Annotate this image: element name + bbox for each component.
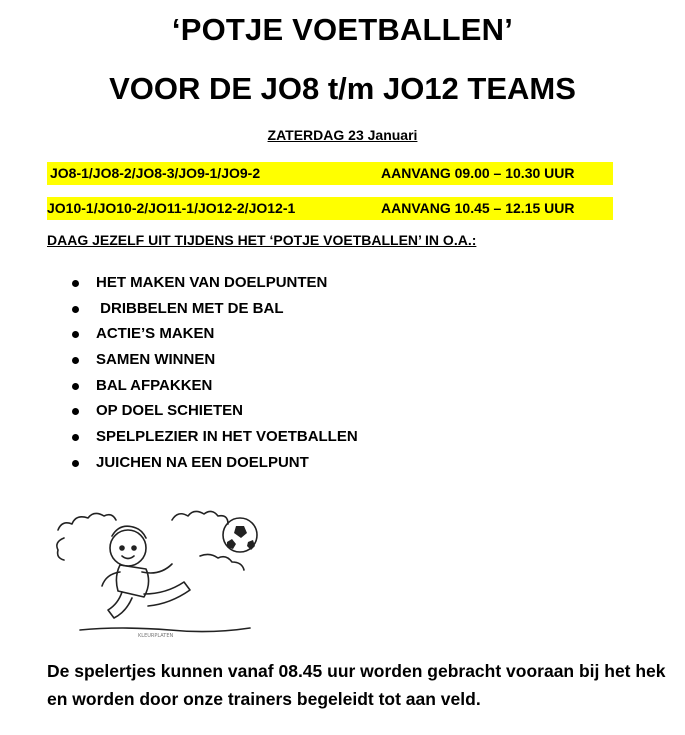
schedule-row-1-time: AANVANG 09.00 – 10.30 UUR	[381, 165, 575, 181]
activity-list	[72, 270, 358, 476]
intro-heading: DAAG JEZELF UIT TIJDENS HET ‘POTJE VOETBALLEN’ IN O.A.:	[47, 232, 477, 248]
bullet-icon	[72, 280, 79, 287]
ball-patches	[227, 526, 255, 550]
cloud-mid-shape	[200, 554, 244, 570]
list-item-label: JUICHEN NA EEN DOELPUNT	[96, 453, 309, 471]
list-item-label: DRIBBELEN MET DE BAL	[96, 299, 284, 317]
list-item-label: SPELPLEZIER IN HET VOETBALLEN	[96, 428, 358, 446]
leg-standing	[108, 592, 132, 618]
list-item	[72, 450, 358, 476]
head-outline	[110, 530, 146, 566]
list-item	[72, 398, 358, 424]
list-item-label: OP DOEL SCHIETEN	[96, 402, 243, 420]
schedule-row-2-time: AANVANG 10.45 – 12.15 UUR	[381, 200, 575, 216]
eye-right	[132, 546, 136, 550]
football-player-illustration	[50, 490, 290, 640]
list-item	[72, 270, 358, 296]
list-item-label: SAMEN WINNEN	[96, 351, 216, 369]
footer-note: De spelertjes kunnen vanaf 08.45 uur worden gebracht vooraan bij het hek en worden door onze trainers begeleidt tot aan veld.	[47, 661, 666, 709]
bullet-icon	[72, 383, 79, 390]
cloud-right-shape	[172, 511, 228, 524]
image-caption: KLEURPLATEN	[138, 633, 174, 639]
schedule-row-2-teams: JO10-1/JO10-2/JO11-1/JO12-2/JO12-1	[47, 200, 296, 216]
list-item-label: BAL AFPAKKEN	[96, 376, 213, 394]
ball-patch	[234, 526, 247, 538]
cloud-left-shape	[58, 513, 116, 530]
list-item	[72, 296, 358, 322]
list-item-label: ACTIE’S MAKEN	[96, 325, 215, 343]
leg-kicking	[144, 582, 190, 606]
list-item	[72, 424, 358, 450]
bullet-icon	[72, 434, 79, 441]
bullet-icon	[72, 331, 79, 338]
ground-line	[80, 628, 250, 632]
title-line-2: VOOR DE JO8 t/m JO12 TEAMS	[109, 71, 576, 106]
mouth-shape	[122, 556, 134, 559]
list-item-label: HET MAKEN VAN DOELPUNTEN	[96, 274, 328, 291]
eye-left	[120, 546, 124, 550]
event-date: ZATERDAG 23 Januari	[267, 127, 418, 143]
title-line-1: ‘POTJE VOETBALLEN’	[171, 12, 514, 47]
list-item	[72, 321, 358, 347]
bullet-icon	[72, 306, 79, 313]
bullet-icon	[72, 408, 79, 415]
list-item	[72, 347, 358, 373]
bullet-icon	[72, 357, 79, 364]
list-item	[72, 373, 358, 399]
cloud-left-lower-shape	[57, 538, 64, 560]
ball-patch	[247, 540, 255, 550]
schedule-row-1-teams: JO8-1/JO8-2/JO8-3/JO9-1/JO9-2	[50, 165, 261, 181]
bullet-icon	[72, 460, 79, 467]
